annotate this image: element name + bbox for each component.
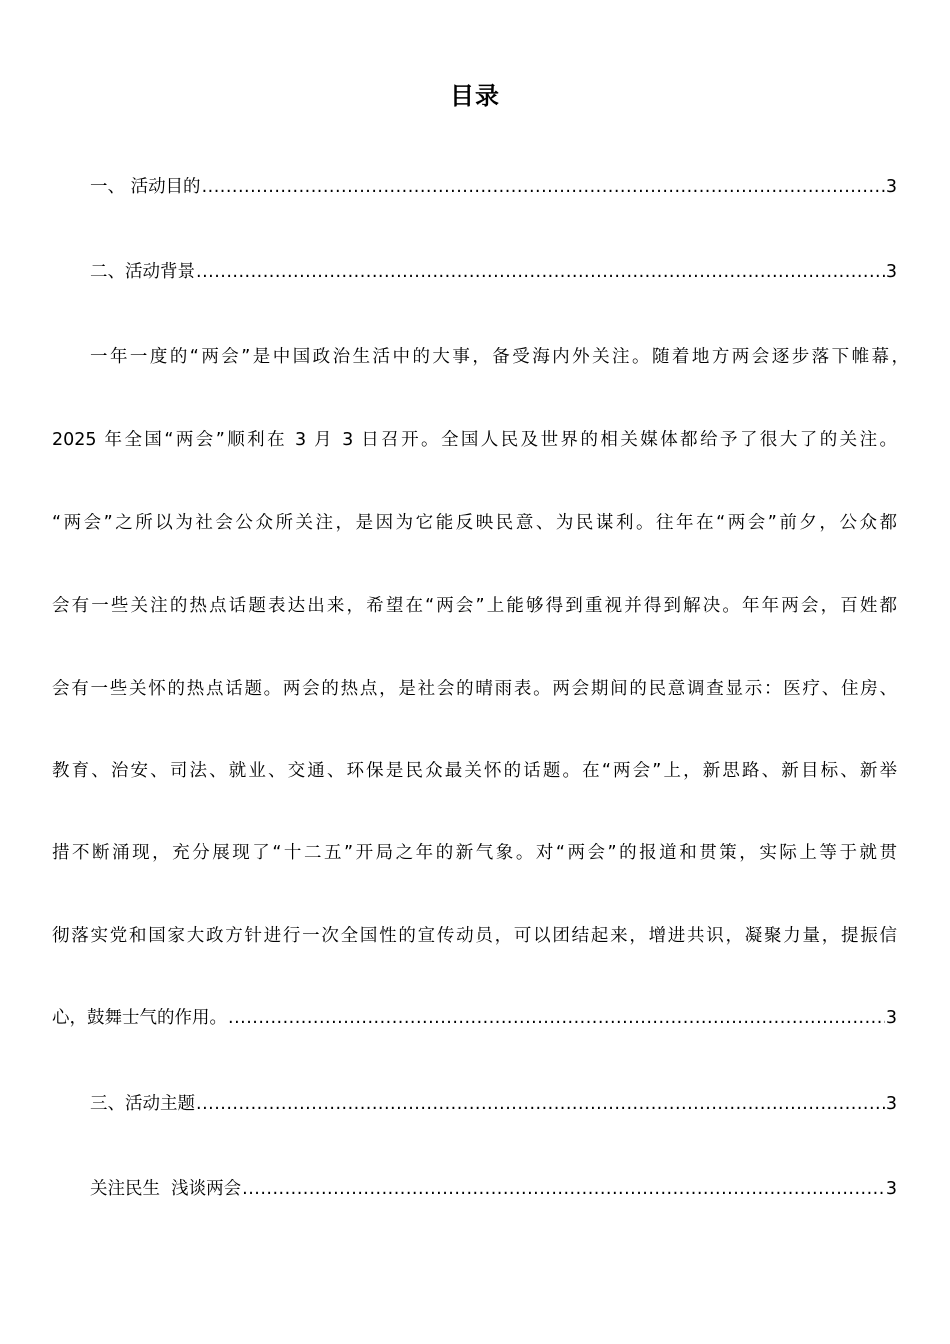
toc-page-number: 3 [885, 1179, 897, 1199]
paragraph-line: 一年一度的“两会”是中国政治生活中的大事，备受海内外关注。随着地方两会逐步落下帷幕， [90, 347, 909, 367]
paragraph-line: 措不断涌现，充分展现了“十二五”开局之年的新气象。对“两会”的报道和贯策，实际上等于就贯 [52, 843, 897, 863]
toc-leader-dots [242, 1174, 885, 1204]
toc-leader-dots [228, 1003, 885, 1033]
toc-entry-activity-background[interactable] [52, 257, 897, 287]
paragraph-line: 会有一些关注的热点话题表达出来，希望在“两会”上能够得到重视并得到解决。年年两会，百姓都 [52, 596, 897, 616]
toc-entry-background-paragraph-end[interactable] [52, 1003, 897, 1033]
toc-page-number: 3 [885, 262, 897, 282]
toc-entry-label[interactable]: 二、活动背景 [90, 262, 195, 282]
toc-leader-dots [196, 1089, 885, 1119]
toc-page-number: 3 [885, 177, 897, 197]
paragraph-line: 会有一些关怀的热点话题。两会的热点，是社会的晴雨表。两会期间的民意调查显示：医疗、住房、 [52, 679, 897, 699]
paragraph-line: “两会”之所以为社会公众所关注，是因为它能反映民意、为民谋利。往年在“两会”前夕，公众都 [52, 513, 897, 533]
toc-page-number: 3 [885, 1008, 897, 1028]
toc-entry-activity-purpose[interactable] [52, 172, 897, 202]
toc-entry-label[interactable]: 一、 活动目的 [90, 177, 201, 197]
toc-entry-livelihood[interactable] [52, 1174, 897, 1204]
toc-entry-label[interactable]: 关注民生 浅谈两会 [90, 1179, 242, 1199]
toc-leader-dots [202, 172, 885, 202]
paragraph-line: 2025 年全国“两会”顺利在 3 月 3 日召开。全国人民及世界的相关媒体都给予了很大了的关注。 [52, 430, 897, 450]
toc-entry-activity-theme[interactable] [52, 1089, 897, 1119]
toc-page-number: 3 [885, 1094, 897, 1114]
paragraph-line: 教育、治安、司法、就业、交通、环保是民众最关怀的话题。在“两会”上，新思路、新目标、新举 [52, 761, 897, 781]
toc-entry-label[interactable]: 心，鼓舞士气的作用。 [52, 1008, 227, 1028]
toc-leader-dots [196, 257, 885, 287]
toc-title: 目录 [450, 82, 500, 110]
paragraph-line: 彻落实党和国家大政方针进行一次全国性的宣传动员，可以团结起来，增进共识，凝聚力量，提振信 [52, 926, 897, 946]
toc-entry-label[interactable]: 三、活动主题 [90, 1094, 195, 1114]
